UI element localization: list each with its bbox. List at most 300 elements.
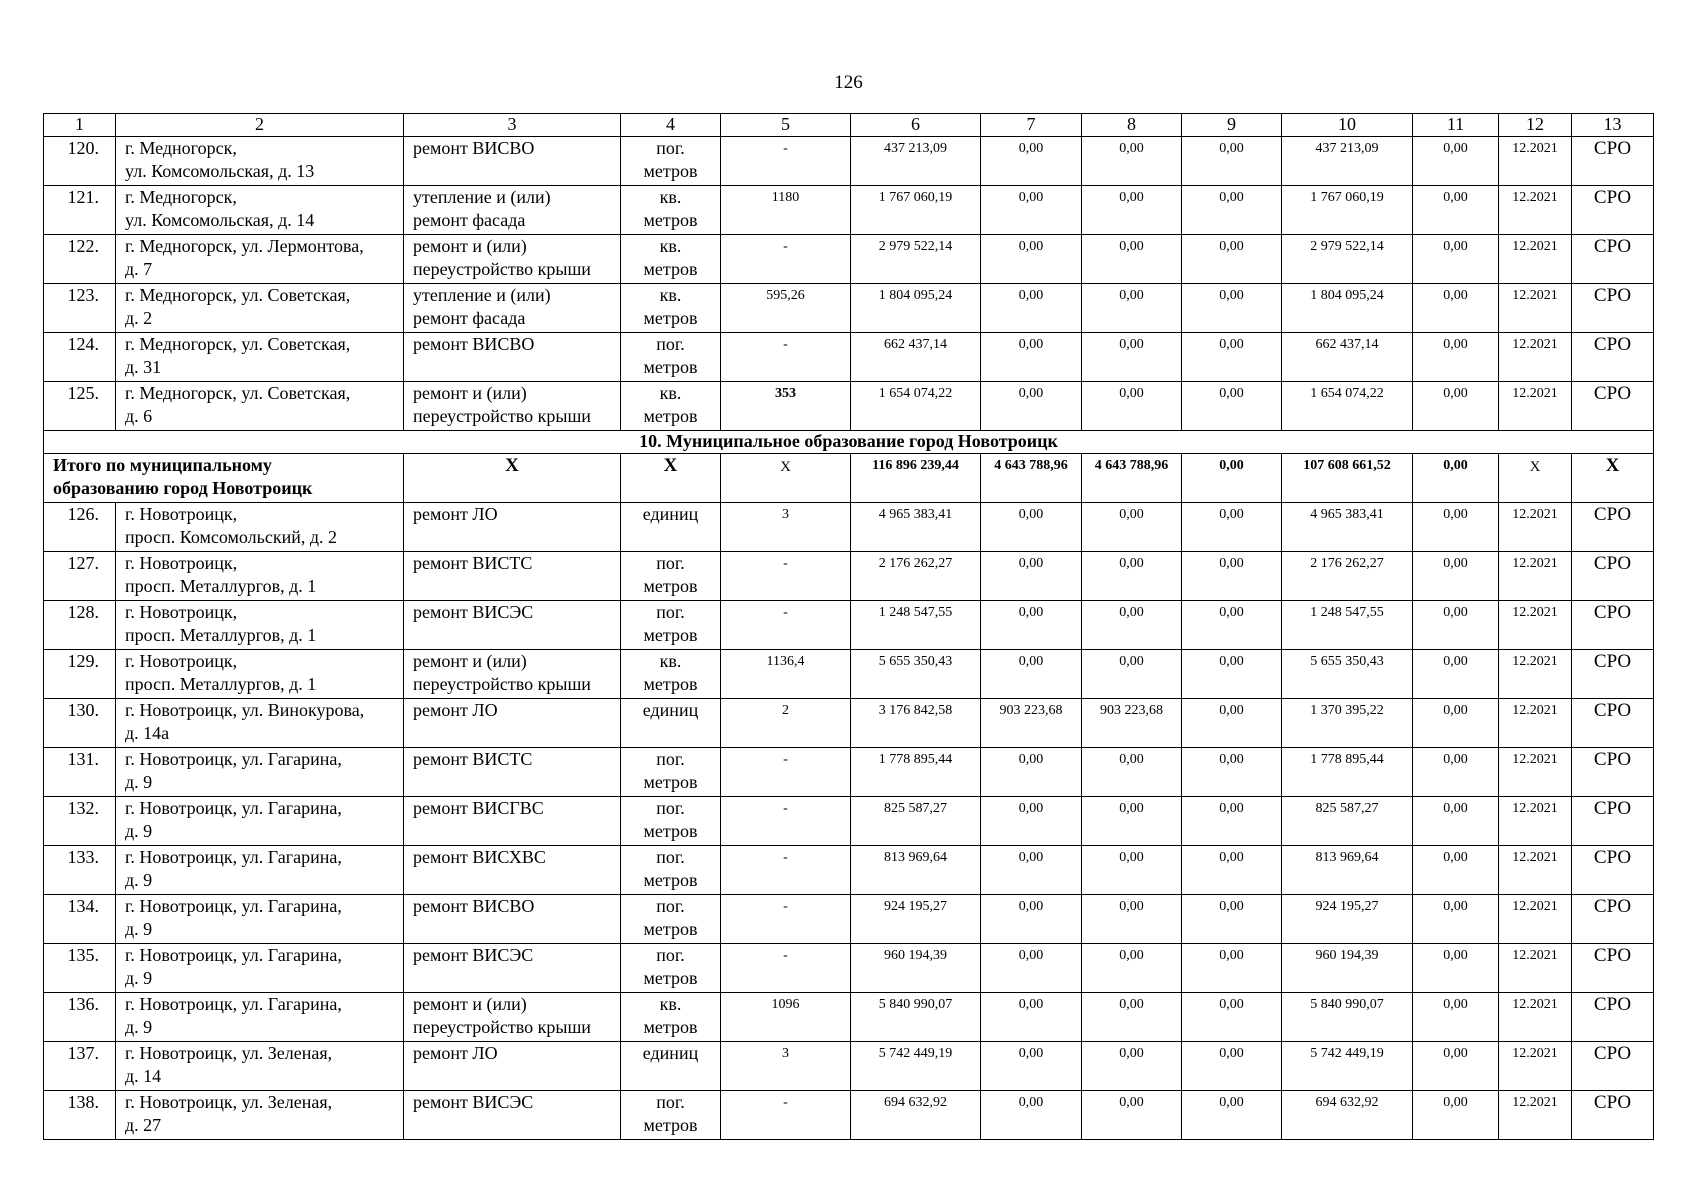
quantity-cell: - (721, 1091, 851, 1140)
cost-col10-cell: 1 654 074,22 (1282, 382, 1413, 431)
completion-date-cell: 12.2021 (1499, 748, 1572, 797)
unit-cell-line: метров (643, 870, 698, 890)
cost-col8-cell: 0,00 (1082, 235, 1182, 284)
quantity-cell: - (721, 601, 851, 650)
cost-col9-cell: 0,00 (1182, 993, 1282, 1042)
source-cell: СРО (1572, 797, 1654, 846)
cost-col11-cell: 0,00 (1413, 1042, 1499, 1091)
work-type-cell (404, 235, 621, 284)
source-cell: СРО (1572, 333, 1654, 382)
address-cell-line: просп. Комсомольский, д. 2 (125, 527, 338, 547)
work-type-cell (404, 382, 621, 431)
cost-col10-cell: 694 632,92 (1282, 1091, 1413, 1140)
cost-col9-cell: 0,00 (1182, 1042, 1282, 1091)
work-type-cell-line: ремонт и (или) (413, 383, 527, 403)
cost-col7-cell: 0,00 (981, 650, 1082, 699)
total-cost-cell: 4 965 383,41 (851, 503, 981, 552)
completion-date-cell: 12.2021 (1499, 944, 1572, 993)
unit-cell (621, 552, 721, 601)
address-cell-line: г. Медногорск, (125, 187, 237, 207)
unit-cell-line: единиц (642, 700, 699, 720)
total-col9: 0,00 (1182, 454, 1282, 503)
unit-cell-line: кв. (659, 187, 682, 207)
source-cell: СРО (1572, 944, 1654, 993)
row-number: 132. (44, 797, 116, 846)
address-cell-line: д. 9 (125, 1017, 153, 1037)
cost-col7-cell: 0,00 (981, 797, 1082, 846)
cost-col9-cell: 0,00 (1182, 895, 1282, 944)
unit-cell-line: метров (643, 1017, 698, 1037)
cost-col7-cell: 0,00 (981, 895, 1082, 944)
address-cell (116, 382, 404, 431)
unit-cell-line: метров (643, 161, 698, 181)
address-cell-line: просп. Металлургов, д. 1 (125, 576, 317, 596)
address-cell-line: г. Новотроицк, ул. Зеленая, (125, 1043, 333, 1063)
unit-cell-line: пог. (656, 334, 685, 354)
quantity-cell: - (721, 333, 851, 382)
cost-col9-cell: 0,00 (1182, 601, 1282, 650)
total-cost-cell: 5 840 990,07 (851, 993, 981, 1042)
address-cell-line: д. 9 (125, 772, 153, 792)
row-number: 128. (44, 601, 116, 650)
work-type-cell-line: ремонт ВИСВО (413, 896, 535, 916)
cost-col11-cell: 0,00 (1413, 846, 1499, 895)
address-cell-line: г. Новотроицк, ул. Зеленая, (125, 1092, 333, 1112)
work-type-cell-line: ремонт ВИСВО (413, 334, 535, 354)
cost-col8-cell: 0,00 (1082, 552, 1182, 601)
cost-col10-cell: 437 213,09 (1282, 137, 1413, 186)
work-type-cell-line: переустройство крыши (413, 406, 591, 426)
quantity-cell: - (721, 137, 851, 186)
cost-col11-cell: 0,00 (1413, 993, 1499, 1042)
work-type-cell (404, 797, 621, 846)
cost-col7-cell: 903 223,68 (981, 699, 1082, 748)
address-cell (116, 895, 404, 944)
address-cell-line: г. Новотроицк, ул. Гагарина, (125, 945, 342, 965)
unit-cell (621, 797, 721, 846)
address-cell-line: д. 2 (125, 308, 153, 328)
address-cell (116, 284, 404, 333)
work-type-cell-line: ремонт ВИСЭС (413, 1092, 534, 1112)
unit-cell (621, 650, 721, 699)
cost-col11-cell: 0,00 (1413, 284, 1499, 333)
table-row (44, 333, 1654, 382)
row-number: 138. (44, 1091, 116, 1140)
cost-col11-cell: 0,00 (1413, 895, 1499, 944)
source-cell: СРО (1572, 235, 1654, 284)
cost-col7-cell: 0,00 (981, 846, 1082, 895)
total-cost-cell: 662 437,14 (851, 333, 981, 382)
total-cost-cell: 5 742 449,19 (851, 1042, 981, 1091)
unit-cell (621, 944, 721, 993)
cost-col11-cell: 0,00 (1413, 699, 1499, 748)
cost-col10-cell: 662 437,14 (1282, 333, 1413, 382)
unit-cell (621, 382, 721, 431)
total-label-line: Итого по муниципальному (53, 455, 272, 475)
table-row (44, 503, 1654, 552)
work-type-cell-line: ремонт и (или) (413, 651, 527, 671)
cost-col8-cell: 903 223,68 (1082, 699, 1182, 748)
unit-cell-line: метров (643, 576, 698, 596)
table-row (44, 699, 1654, 748)
row-number: 126. (44, 503, 116, 552)
cost-col9-cell: 0,00 (1182, 699, 1282, 748)
address-cell-line: г. Медногорск, (125, 138, 237, 158)
cost-col10-cell: 924 195,27 (1282, 895, 1413, 944)
total-cost-cell: 3 176 842,58 (851, 699, 981, 748)
source-cell: СРО (1572, 601, 1654, 650)
table-row (44, 1042, 1654, 1091)
header-cell: 9 (1182, 114, 1282, 137)
address-cell-line: г. Новотроицк, ул. Гагарина, (125, 994, 342, 1014)
cost-col8-cell: 0,00 (1082, 1042, 1182, 1091)
total-cost-cell: 924 195,27 (851, 895, 981, 944)
row-number: 135. (44, 944, 116, 993)
address-cell-line: г. Новотроицк, (125, 553, 238, 573)
table-row (44, 650, 1654, 699)
unit-cell-line: метров (643, 406, 698, 426)
quantity-cell: 3 (721, 1042, 851, 1091)
row-number: 130. (44, 699, 116, 748)
cost-col7-cell: 0,00 (981, 601, 1082, 650)
work-type-cell (404, 503, 621, 552)
section-title: 10. Муниципальное образование город Новотроицк (44, 431, 1654, 454)
cost-col11-cell: 0,00 (1413, 333, 1499, 382)
unit-cell (621, 137, 721, 186)
address-cell-line: г. Новотроицк, ул. Гагарина, (125, 749, 342, 769)
cost-col10-cell: 1 778 895,44 (1282, 748, 1413, 797)
quantity-cell: 2 (721, 699, 851, 748)
unit-cell-line: кв. (659, 383, 682, 403)
unit-cell-line: пог. (656, 749, 685, 769)
completion-date-cell: 12.2021 (1499, 601, 1572, 650)
quantity-cell: - (721, 748, 851, 797)
unit-cell (621, 1091, 721, 1140)
work-type-cell (404, 284, 621, 333)
cost-col8-cell: 0,00 (1082, 333, 1182, 382)
row-number: 131. (44, 748, 116, 797)
work-type-cell-line: ремонт фасада (413, 308, 526, 328)
cost-col11-cell: 0,00 (1413, 1091, 1499, 1140)
address-cell-line: г. Медногорск, ул. Советская, (125, 383, 351, 403)
table-row (44, 1091, 1654, 1140)
table-row (44, 284, 1654, 333)
cost-col8-cell: 0,00 (1082, 284, 1182, 333)
table-row (44, 846, 1654, 895)
completion-date-cell: 12.2021 (1499, 333, 1572, 382)
address-cell (116, 333, 404, 382)
unit-cell (621, 895, 721, 944)
cost-col9-cell: 0,00 (1182, 944, 1282, 993)
work-type-cell (404, 186, 621, 235)
address-cell (116, 944, 404, 993)
total-col6: 116 896 239,44 (851, 454, 981, 503)
work-type-cell-line: ремонт ВИСЭС (413, 945, 534, 965)
completion-date-cell: 12.2021 (1499, 284, 1572, 333)
total-label-line: образованию город Новотроицк (53, 478, 313, 498)
header-cell: 10 (1282, 114, 1413, 137)
work-type-cell-line: ремонт и (или) (413, 236, 527, 256)
work-type-cell-line: ремонт ВИСГВС (413, 798, 544, 818)
work-type-cell-line: переустройство крыши (413, 1017, 591, 1037)
unit-cell (621, 503, 721, 552)
cost-col10-cell: 960 194,39 (1282, 944, 1413, 993)
unit-cell-line: пог. (656, 138, 685, 158)
unit-cell-line: пог. (656, 798, 685, 818)
header-cell: 8 (1082, 114, 1182, 137)
work-type-cell (404, 137, 621, 186)
work-type-cell (404, 552, 621, 601)
unit-cell-line: пог. (656, 896, 685, 916)
source-cell: СРО (1572, 382, 1654, 431)
cost-col8-cell: 0,00 (1082, 748, 1182, 797)
row-number: 127. (44, 552, 116, 601)
completion-date-cell: 12.2021 (1499, 797, 1572, 846)
work-type-cell (404, 846, 621, 895)
cost-col8-cell: 0,00 (1082, 137, 1182, 186)
row-number: 123. (44, 284, 116, 333)
table-row (44, 993, 1654, 1042)
cost-col9-cell: 0,00 (1182, 1091, 1282, 1140)
work-type-cell-line: ремонт ВИСВО (413, 138, 535, 158)
cost-col8-cell: 0,00 (1082, 993, 1182, 1042)
work-type-cell-line: ремонт ВИСТС (413, 553, 533, 573)
address-cell-line: ул. Комсомольская, д. 14 (125, 210, 315, 230)
row-number: 122. (44, 235, 116, 284)
table-row (44, 944, 1654, 993)
cost-col10-cell: 2 979 522,14 (1282, 235, 1413, 284)
table-row (44, 137, 1654, 186)
address-cell-line: просп. Металлургов, д. 1 (125, 674, 317, 694)
cost-col8-cell: 0,00 (1082, 944, 1182, 993)
quantity-cell: 1096 (721, 993, 851, 1042)
cost-col11-cell: 0,00 (1413, 186, 1499, 235)
cost-col8-cell: 0,00 (1082, 186, 1182, 235)
cost-col8-cell: 0,00 (1082, 382, 1182, 431)
cost-col11-cell: 0,00 (1413, 503, 1499, 552)
cost-col8-cell: 0,00 (1082, 503, 1182, 552)
total-cost-cell: 437 213,09 (851, 137, 981, 186)
unit-cell (621, 748, 721, 797)
address-cell-line: г. Новотроицк, (125, 651, 238, 671)
header-cell: 11 (1413, 114, 1499, 137)
total-col8: 4 643 788,96 (1082, 454, 1182, 503)
unit-cell-line: метров (643, 259, 698, 279)
completion-date-cell: 12.2021 (1499, 1042, 1572, 1091)
unit-cell (621, 235, 721, 284)
total-cost-cell: 825 587,27 (851, 797, 981, 846)
table-row (44, 552, 1654, 601)
cost-col9-cell: 0,00 (1182, 284, 1282, 333)
cost-col8-cell: 0,00 (1082, 1091, 1182, 1140)
address-cell-line: д. 7 (125, 259, 153, 279)
municipal-total-row (44, 454, 1654, 503)
cost-col7-cell: 0,00 (981, 235, 1082, 284)
cost-col11-cell: 0,00 (1413, 382, 1499, 431)
header-cell: 5 (721, 114, 851, 137)
source-cell: СРО (1572, 895, 1654, 944)
total-cost-cell: 960 194,39 (851, 944, 981, 993)
cost-col7-cell: 0,00 (981, 1091, 1082, 1140)
address-cell-line: ул. Комсомольская, д. 13 (125, 161, 315, 181)
cost-col10-cell: 5 742 449,19 (1282, 1042, 1413, 1091)
address-cell (116, 846, 404, 895)
cost-col7-cell: 0,00 (981, 748, 1082, 797)
address-cell-line: д. 14 (125, 1066, 162, 1086)
completion-date-cell: 12.2021 (1499, 503, 1572, 552)
cost-col9-cell: 0,00 (1182, 748, 1282, 797)
unit-cell-line: пог. (656, 602, 685, 622)
quantity-cell: 595,26 (721, 284, 851, 333)
header-cell: 2 (116, 114, 404, 137)
address-cell (116, 797, 404, 846)
address-cell-line: г. Новотроицк, ул. Гагарина, (125, 896, 342, 916)
address-cell-line: д. 27 (125, 1115, 162, 1135)
cost-col7-cell: 0,00 (981, 382, 1082, 431)
total-cost-cell: 1 804 095,24 (851, 284, 981, 333)
address-cell (116, 1042, 404, 1091)
address-cell-line: просп. Металлургов, д. 1 (125, 625, 317, 645)
cost-col8-cell: 0,00 (1082, 601, 1182, 650)
row-number: 137. (44, 1042, 116, 1091)
table-row (44, 797, 1654, 846)
header-cell: 4 (621, 114, 721, 137)
address-cell-line: д. 9 (125, 870, 153, 890)
work-type-cell (404, 1042, 621, 1091)
header-cell: 6 (851, 114, 981, 137)
cost-col7-cell: 0,00 (981, 186, 1082, 235)
total-cost-cell: 2 979 522,14 (851, 235, 981, 284)
header-cell: 1 (44, 114, 116, 137)
work-type-cell-line: утепление и (или) (413, 285, 551, 305)
source-cell: СРО (1572, 699, 1654, 748)
header-cell: 7 (981, 114, 1082, 137)
cost-col7-cell: 0,00 (981, 137, 1082, 186)
cost-col7-cell: 0,00 (981, 1042, 1082, 1091)
completion-date-cell: 12.2021 (1499, 235, 1572, 284)
address-cell-line: г. Новотроицк, (125, 504, 238, 524)
total-col4: Х (621, 454, 721, 503)
completion-date-cell: 12.2021 (1499, 895, 1572, 944)
total-col7: 4 643 788,96 (981, 454, 1082, 503)
cost-col10-cell: 1 767 060,19 (1282, 186, 1413, 235)
cost-col11-cell: 0,00 (1413, 797, 1499, 846)
address-cell (116, 699, 404, 748)
cost-col9-cell: 0,00 (1182, 846, 1282, 895)
address-cell (116, 650, 404, 699)
quantity-cell: - (721, 797, 851, 846)
unit-cell (621, 699, 721, 748)
address-cell (116, 993, 404, 1042)
work-type-cell (404, 601, 621, 650)
cost-col9-cell: 0,00 (1182, 137, 1282, 186)
address-cell (116, 552, 404, 601)
unit-cell-line: пог. (656, 847, 685, 867)
cost-col9-cell: 0,00 (1182, 333, 1282, 382)
cost-col10-cell: 1 370 395,22 (1282, 699, 1413, 748)
work-type-cell-line: ремонт ЛО (413, 700, 498, 720)
cost-col7-cell: 0,00 (981, 552, 1082, 601)
row-number: 120. (44, 137, 116, 186)
address-cell-line: д. 9 (125, 919, 153, 939)
unit-cell-line: метров (643, 821, 698, 841)
unit-cell-line: единиц (642, 1043, 699, 1063)
table-row (44, 382, 1654, 431)
source-cell: СРО (1572, 1042, 1654, 1091)
work-type-cell-line: ремонт ВИСЭС (413, 602, 534, 622)
source-cell: СРО (1572, 1091, 1654, 1140)
completion-date-cell: 12.2021 (1499, 846, 1572, 895)
cost-col9-cell: 0,00 (1182, 503, 1282, 552)
cost-col9-cell: 0,00 (1182, 797, 1282, 846)
source-cell: СРО (1572, 552, 1654, 601)
total-col13: Х (1572, 454, 1654, 503)
total-cost-cell: 5 655 350,43 (851, 650, 981, 699)
unit-cell (621, 993, 721, 1042)
cost-col10-cell: 4 965 383,41 (1282, 503, 1413, 552)
cost-col8-cell: 0,00 (1082, 895, 1182, 944)
completion-date-cell: 12.2021 (1499, 137, 1572, 186)
completion-date-cell: 12.2021 (1499, 993, 1572, 1042)
cost-col7-cell: 0,00 (981, 944, 1082, 993)
address-cell (116, 503, 404, 552)
completion-date-cell: 12.2021 (1499, 699, 1572, 748)
unit-cell (621, 333, 721, 382)
unit-cell-line: метров (643, 919, 698, 939)
unit-cell-line: пог. (656, 1092, 685, 1112)
unit-cell-line: метров (643, 625, 698, 645)
work-type-cell (404, 748, 621, 797)
work-type-cell (404, 993, 621, 1042)
cost-col9-cell: 0,00 (1182, 186, 1282, 235)
unit-cell (621, 186, 721, 235)
cost-col11-cell: 0,00 (1413, 748, 1499, 797)
work-type-cell (404, 944, 621, 993)
cost-col11-cell: 0,00 (1413, 552, 1499, 601)
unit-cell (621, 284, 721, 333)
address-cell-line: г. Медногорск, ул. Лермонтова, (125, 236, 364, 256)
work-type-cell (404, 333, 621, 382)
cost-col9-cell: 0,00 (1182, 235, 1282, 284)
source-cell: СРО (1572, 748, 1654, 797)
cost-col11-cell: 0,00 (1413, 235, 1499, 284)
unit-cell-line: метров (643, 968, 698, 988)
source-cell: СРО (1572, 650, 1654, 699)
address-cell-line: г. Новотроицк, (125, 602, 238, 622)
unit-cell-line: кв. (659, 285, 682, 305)
completion-date-cell: 12.2021 (1499, 1091, 1572, 1140)
unit-cell-line: пог. (656, 945, 685, 965)
address-cell-line: д. 31 (125, 357, 162, 377)
unit-cell-line: пог. (656, 553, 685, 573)
quantity-cell: 1136,4 (721, 650, 851, 699)
address-cell-line: г. Новотроицк, ул. Винокурова, (125, 700, 365, 720)
total-col12: Х (1499, 454, 1572, 503)
total-cost-cell: 1 767 060,19 (851, 186, 981, 235)
completion-date-cell: 12.2021 (1499, 650, 1572, 699)
total-col3: Х (404, 454, 621, 503)
cost-col11-cell: 0,00 (1413, 650, 1499, 699)
cost-col10-cell: 1 248 547,55 (1282, 601, 1413, 650)
row-number: 133. (44, 846, 116, 895)
table-row (44, 186, 1654, 235)
address-cell (116, 601, 404, 650)
row-number: 121. (44, 186, 116, 235)
row-number: 136. (44, 993, 116, 1042)
cost-col8-cell: 0,00 (1082, 846, 1182, 895)
table-row (44, 748, 1654, 797)
total-cost-cell: 1 778 895,44 (851, 748, 981, 797)
